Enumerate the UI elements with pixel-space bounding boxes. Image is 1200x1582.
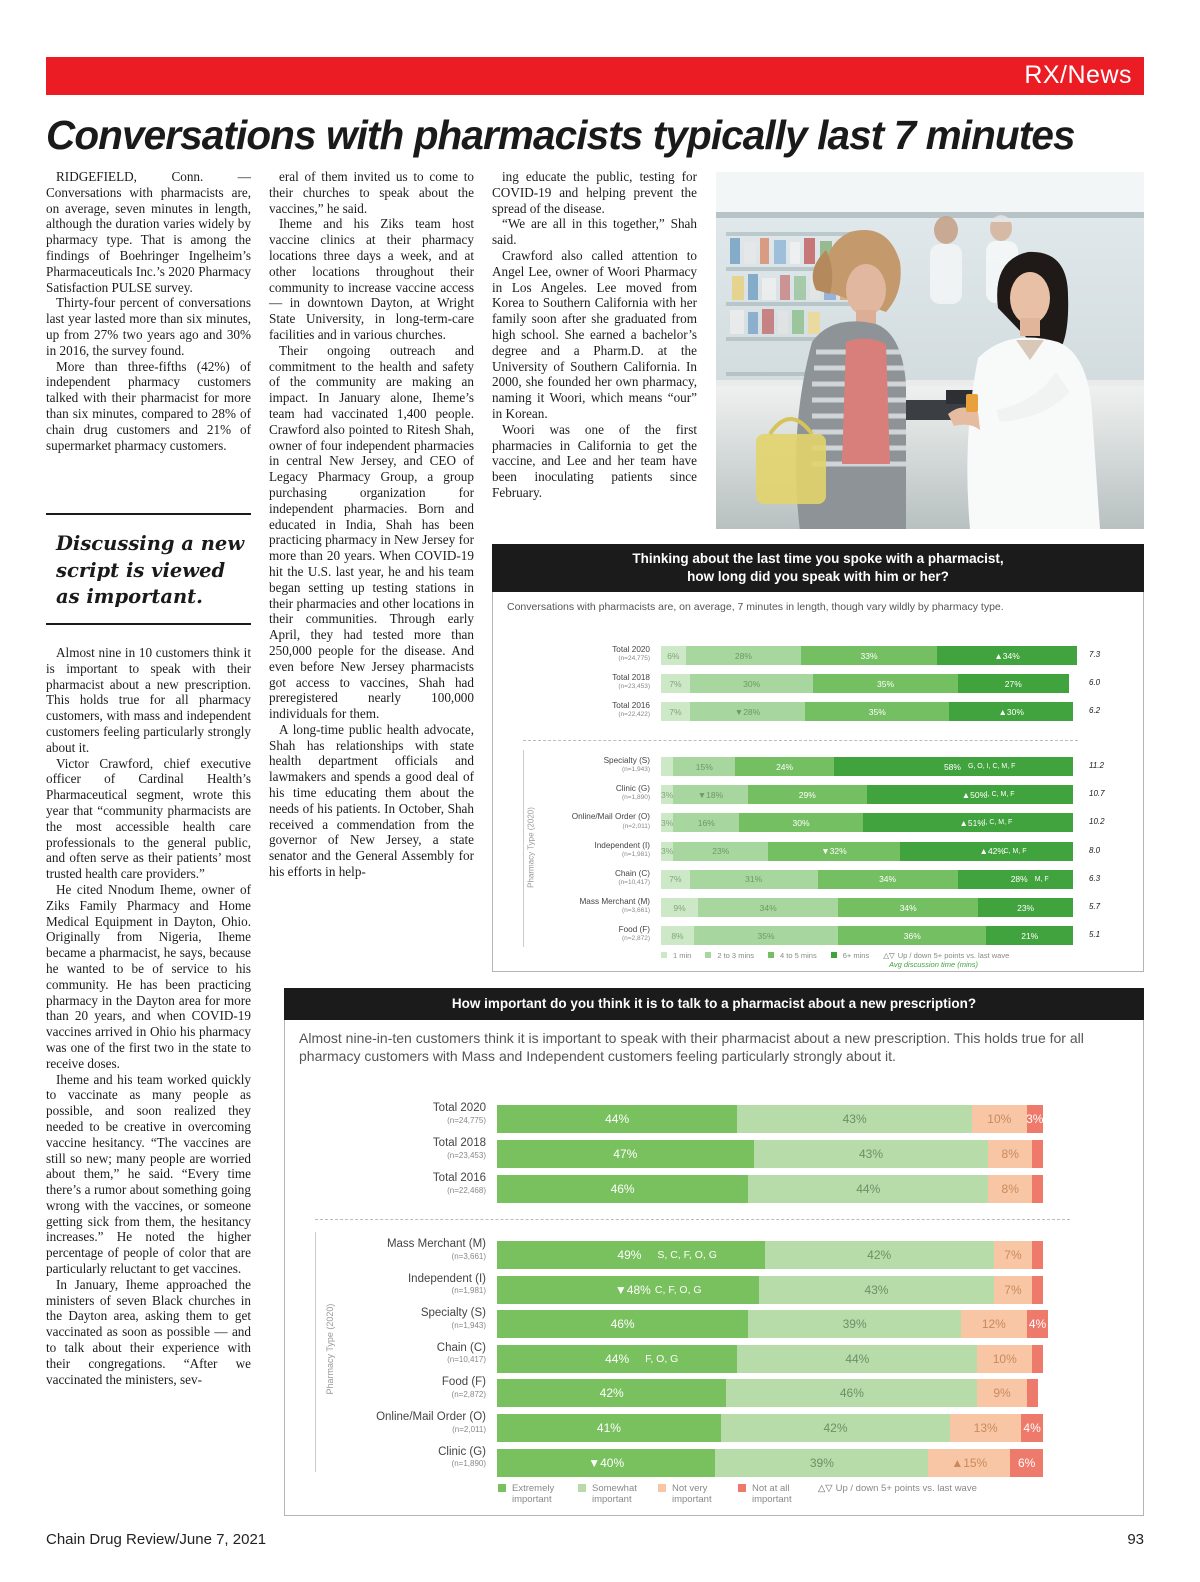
chart1-bar-segment: 23% — [978, 898, 1073, 917]
chart2-row-label: Clinic (G) (n=1,890) — [438, 1445, 486, 1469]
legend-swatch — [661, 952, 667, 958]
chart1-bar-segment: 34% — [698, 898, 838, 917]
chart2-bar-segment: 49% S, C, F, O, G — [497, 1241, 765, 1269]
chart1-title-line2: how long did you speak with him or her? — [687, 569, 949, 584]
chart1-bar-segment: ▼18% — [673, 785, 747, 804]
chart2-legend-item: Somewhat important — [578, 1483, 644, 1505]
chart2-bar-segment: 44% — [737, 1345, 977, 1373]
legend-swatch — [768, 952, 774, 958]
chart1-bar-segment: 21% — [986, 926, 1073, 945]
chart1-row-label: Specialty (S) (n=1,943) — [603, 756, 650, 774]
chart2-row-label: Total 2020 (n=24,775) — [432, 1102, 486, 1125]
chart2-legend-item: Not very important — [658, 1483, 724, 1505]
chart1-bar-segment: 30% — [739, 813, 863, 832]
article-column-3 — [492, 169, 697, 501]
chart2-bar-segment: 10% — [972, 1105, 1027, 1133]
chart1-bar-segment: 35% — [805, 702, 949, 721]
chart1-bar-segment: ▲50% I, C, M, F — [867, 785, 1073, 804]
chart2-row-label: Total 2018 (n=23,453) — [432, 1137, 486, 1160]
pharmacy-photo — [716, 172, 1144, 529]
chart2-bar-segment: 13% — [950, 1414, 1021, 1442]
legend-swatch — [658, 1484, 666, 1492]
chart1-bar-segment: 34% — [818, 870, 958, 889]
article-paragraph: ing educate the public, testing for COVID-19 and helping prevent the spread of the disease. — [492, 169, 697, 216]
chart1-header — [492, 544, 1144, 592]
chart1-bar-segment: 29% — [748, 785, 867, 804]
chart2-bar-segment — [1032, 1175, 1043, 1203]
up-down-triangle-icon: △▽ — [818, 1483, 833, 1494]
chart1-bar-segment: 35% — [694, 926, 838, 945]
legend-swatch — [498, 1484, 506, 1492]
chart2-bar-segment: 8% — [988, 1140, 1032, 1168]
chart1-bar-segment: 16% — [673, 813, 739, 832]
chart1-bar-segment: 3% — [661, 842, 673, 861]
chart2-bar-segment: 46% — [497, 1175, 748, 1203]
legend-swatch — [705, 952, 711, 958]
chart2-bar-segment: 12% — [961, 1310, 1027, 1338]
chart-prescription-importance — [284, 988, 1144, 1516]
chart2-group-divider — [315, 1219, 1070, 1220]
section-banner — [46, 57, 1144, 95]
chart1-title-line1: Thinking about the last time you spoke with a pharmacist, — [632, 551, 1004, 566]
chart2-bar-segment: 8% — [988, 1175, 1032, 1203]
chart2-legend-item: △▽ Up / down 5+ points vs. last wave — [818, 1483, 977, 1494]
chart2-row-label: Total 2016 (n=22,468) — [432, 1172, 486, 1195]
chart1-bar-segment: ▲30% — [949, 702, 1073, 721]
article-column-1-bottom — [46, 645, 251, 1387]
chart1-avg-label: Avg discussion time (mins) — [889, 960, 979, 969]
chart2-row-label: Specialty (S) (n=1,943) — [420, 1307, 486, 1330]
chart2-bar-segment: 46% — [726, 1379, 977, 1407]
footer-publication: Chain Drug Review/June 7, 2021 — [46, 1531, 267, 1548]
chart1-avg-value: 8.0 — [1089, 845, 1101, 855]
chart1-row-label: Independent (I) (n=1,981) — [594, 840, 650, 858]
chart1-avg-value: 11.2 — [1089, 761, 1104, 770]
chart1-row-label: Mass Merchant (M) (n=3,661) — [579, 897, 650, 915]
chart1-group-divider — [523, 740, 1078, 741]
chart1-row-label: Online/Mail Order (O) (n=2,011) — [571, 812, 650, 830]
chart2-bar-segment: 43% — [737, 1105, 972, 1133]
article-paragraph: Iheme and his Ziks team host vaccine clinics at their pharmacy locations three days a week, and at other locations throughout their community to increase vaccine access — in downtown Dayton, at Wright State University, in long-term-care facilities and in various churches. — [269, 216, 474, 342]
chart2-row-label: Independent (I) (n=1,981) — [407, 1272, 486, 1296]
chart1-bar-segment: 7% — [661, 674, 690, 693]
article-paragraph: Woori was one of the first pharmacies in California to get the vaccine, and Lee and her team have been inoculating patients since February. — [492, 421, 697, 500]
chart2-header: How important do you think it is to talk to a pharmacist about a new prescription? — [284, 988, 1144, 1020]
chart1-row-label: Food (F) (n=2,872) — [618, 925, 650, 943]
chart2-bar-segment — [1032, 1241, 1043, 1269]
chart1-bar-segment: 30% — [690, 674, 814, 693]
page-number: 93 — [1127, 1531, 1144, 1548]
section-tag: RX/News — [1024, 61, 1132, 89]
chart2-bar-segment: ▲15% — [928, 1449, 1010, 1477]
article-paragraph: Iheme and his team worked quickly to vaccinate as many people as possible, and soon realized they needed to be creative in overcoming vaccine hesitancy. “The vaccines are still so new; many people are worried about them,” he said. “Every time there’s a rumor about something going wrong with the vaccines, or someone getting sick from them, the hesitancy increases.” He noted the higher percentage of people of color that are particularly reluctant to get vaccines. — [46, 1071, 251, 1277]
article-paragraph: Their ongoing outreach and commitment to the health and safety of the community are making an impact. In January alone, Iheme’s team had vaccinated 1,400 people. Crawford also pointed to Ritesh Shah, owner of four independent pharmacies in central New Jersey, and CEO of Legacy Pharmacy Group, a group purchasing organization for independent pharmacies. Born and educated in India, Shah has been practicing pharmacy in New Jersey for more than 20 years. When COVID-19 hit the U.S. last year, he and his team began setting up testing stations in their pharmacies and other locations in their communities. Through early April, they had tested more than 250,000 people for the disease. And even before New Jersey pharmacists got access to vaccines, Shah had preregistered nearly 100,000 individuals for them. — [269, 342, 474, 722]
article-column-1-top — [46, 169, 251, 453]
chart1-legend-item: △▽ Up / down 5+ points vs. last wave — [883, 951, 1010, 960]
article-paragraph: Victor Crawford, chief executive officer of Cardinal Health’s Pharmaceutical segment, wrote this year that “community pharmacists are the most accessible health care professionals to the general public, and often serve as their patients’ most trusted health care providers.” — [46, 755, 251, 882]
article-column-2 — [269, 169, 474, 880]
chart2-row-label: Food (F) (n=2,872) — [441, 1376, 486, 1399]
chart1-bar-segment: 9% — [661, 898, 698, 917]
chart1-row-label: Total 2018 (n=23,453) — [612, 673, 650, 691]
chart2-row-label: Chain (C) (n=10,417) — [436, 1341, 486, 1365]
chart2-bar-segment: 4% — [1027, 1310, 1049, 1338]
headline: Conversations with pharmacists typically last 7 minutes — [46, 112, 1075, 158]
chart2-bar-segment: 4% — [1021, 1414, 1043, 1442]
chart2-bar-segment: 3% — [1027, 1105, 1043, 1133]
chart2-bar-segment — [1032, 1276, 1043, 1304]
chart2-bar-segment: 9% — [977, 1379, 1026, 1407]
article-paragraph: In January, Iheme approached the ministers of seven Black churches in the Dayton area, asking them to get vaccinated as soon as possible — and to talk about their experience with their congregations. “After we vaccinated the ministers, sev- — [46, 1276, 251, 1387]
chart1-row-label: Total 2016 (n=22,422) — [612, 701, 650, 719]
chart2-axis-label: Pharmacy Type (2020) — [325, 1303, 335, 1395]
chart2-legend — [498, 1483, 977, 1505]
article-paragraph: Thirty-four percent of conversations last year lasted more than six minutes, up from 27% two years ago and 30% in 2016, the survey found. — [46, 295, 251, 358]
chart1-legend-item: 2 to 3 mins — [705, 951, 754, 960]
chart2-bar-segment — [1032, 1140, 1043, 1168]
chart2-bar-segment: 44% — [497, 1105, 737, 1133]
chart2-bar-segment: ▼48% C, F, O, G — [497, 1276, 759, 1304]
chart1-bar-segment: 8% — [661, 926, 694, 945]
chart2-bar-segment: 7% — [994, 1241, 1032, 1269]
chart1-bar-segment: ▼32% — [768, 842, 900, 861]
chart1-bar-segment: 35% — [813, 674, 957, 693]
chart2-bar-segment: 41% — [497, 1414, 721, 1442]
chart1-bar-segment: 6% — [661, 646, 686, 665]
chart2-bar-segment: 44% — [748, 1175, 988, 1203]
chart2-bar-segment: 39% — [715, 1449, 928, 1477]
chart1-bar-segment: 15% — [673, 757, 735, 776]
chart2-row-label: Online/Mail Order (O) (n=2,011) — [376, 1411, 486, 1434]
chart2-row-label: Mass Merchant (M) (n=3,661) — [386, 1238, 486, 1261]
chart1-bar-segment: 3% — [661, 813, 673, 832]
chart2-legend-item: Not at all important — [738, 1483, 804, 1505]
chart1-bar-segment: 31% — [690, 870, 818, 889]
chart1-bar-segment: 23% — [673, 842, 768, 861]
chart2-bar-segment — [1027, 1379, 1038, 1407]
chart1-legend-item: 6+ mins — [831, 951, 869, 960]
chart2-bar-segment: 42% — [721, 1414, 950, 1442]
chart2-bar-segment: 6% — [1010, 1449, 1043, 1477]
chart2-bar-segment: 7% — [994, 1276, 1032, 1304]
chart1-avg-value: 5.7 — [1089, 902, 1101, 911]
chart1-bar-segment: 7% — [661, 702, 690, 721]
chart2-bar-segment: ▼40% — [497, 1449, 715, 1477]
chart1-avg-value: 5.1 — [1089, 930, 1101, 940]
chart2-bar-segment: 42% — [497, 1379, 726, 1407]
chart1-bar-segment: 7% — [661, 870, 690, 889]
chart1-avg-value: 10.2 — [1089, 817, 1105, 827]
chart1-bar-segment: 24% — [735, 757, 834, 776]
chart1-avg-value: 6.2 — [1089, 706, 1101, 715]
chart1-avg-value: 10.7 — [1089, 789, 1105, 799]
chart1-bar-segment: ▲42% C, M, F — [900, 842, 1073, 861]
chart1-bar-segment: 3% — [661, 785, 673, 804]
chart1-bar-segment: 34% — [838, 898, 978, 917]
chart1-bar-segment — [661, 757, 673, 776]
chart2-legend-item: Extremely important — [498, 1483, 564, 1505]
chart1-bar-segment: 58% G, O, I, C, M, F — [834, 757, 1073, 776]
chart2-bar-segment: 42% — [765, 1241, 994, 1269]
article-paragraph: Almost nine in 10 customers think it is important to speak with their pharmacist about a new prescription. This holds true for all pharmacy customers, with mass and independent customers feeling particularly strongly about it. — [46, 645, 251, 755]
legend-swatch — [831, 952, 837, 958]
chart-conversation-length — [492, 544, 1144, 972]
article-paragraph: More than three-fifths (42%) of independent pharmacy customers talked with their pharmacist for more than six minutes, compared to 28% of chain drug customers and 21% of supermarket pharmacy customers. — [46, 358, 251, 453]
chart1-group-bracket — [523, 750, 524, 947]
chart1-bar-segment: 36% — [838, 926, 986, 945]
chart1-bar-segment: ▼28% — [690, 702, 805, 721]
chart1-row-label: Clinic (G) (n=1,890) — [615, 784, 650, 802]
chart1-row-label: Total 2020 (n=24,775) — [612, 645, 650, 663]
legend-swatch — [738, 1484, 746, 1492]
chart2-subtitle: Almost nine-in-ten customers think it is important to speak with their pharmacist about a new prescription. This holds true for all pharmacy customers with Mass and Independent customers feeling particularly strongly about it. — [299, 1030, 1084, 1064]
article-paragraph: RIDGEFIELD, Conn. — Conversations with pharmacists are, on average, seven minutes in length, although the duration varies widely by pharmacy type. That is among the findings of Boehringer Ingelheim’s Pharmaceuticals Inc.’s 2020 Pharmacy Satisfaction PULSE survey. — [46, 169, 251, 295]
chart1-legend — [661, 951, 1009, 960]
chart1-avg-value: 7.3 — [1089, 650, 1101, 659]
chart2-bar-segment: 47% — [497, 1140, 754, 1168]
chart1-bar-segment: 27% — [958, 674, 1069, 693]
chart1-axis-label: Pharmacy Type (2020) — [526, 807, 536, 888]
article-paragraph: Crawford also called attention to Angel Lee, owner of Woori Pharmacy in Los Angeles. Lee moved from Korea to Southern California with her family soon after she graduated from high school. She earned a bachelor’s degree and a Pharm.D. at the University of Southern California. In 2000, she founded her own pharmacy, naming it Woori, which means “our” in Korean. — [492, 247, 697, 421]
chart2-bar-segment: 46% — [497, 1310, 748, 1338]
chart2-bar-segment: 43% — [754, 1140, 989, 1168]
legend-swatch — [578, 1484, 586, 1492]
chart1-legend-item: 4 to 5 mins — [768, 951, 817, 960]
article-paragraph: A long-time public health advocate, Shah has relationships with state health department officials and lawmakers and spends a good deal of his time educating them about the needs of his patients. In October, Shah received a commendation from the governor of New Jersey, a state senator and the General Assembly for his efforts in help- — [269, 721, 474, 880]
chart2-bar-segment: 44% F, O, G — [497, 1345, 737, 1373]
article-paragraph: He cited Nnodum Iheme, owner of Ziks Family Pharmacy and Home Medical Equipment in Dayton, Ohio. Originally from Nigeria, Iheme became a pharmacist, he says, because he wanted to be of service to his community. He has been practicing pharmacy in the Dayton area for more than 20 years, and when COVID-19 vaccines arrived in Ohio his pharmacy was one of the first two in the state to receive doses. — [46, 881, 251, 1071]
chart1-legend-item: 1 min — [661, 951, 691, 960]
chart2-bar-segment — [1032, 1345, 1043, 1373]
chart1-bar-segment: 28% — [686, 646, 801, 665]
article-paragraph: eral of them invited us to come to their churches to speak about the vaccines,” he said. — [269, 169, 474, 216]
article-paragraph: “We are all in this together,” Shah said. — [492, 216, 697, 248]
chart1-bar-segment: 33% — [801, 646, 937, 665]
chart1-avg-value: 6.3 — [1089, 873, 1101, 883]
chart2-group-bracket — [315, 1232, 316, 1472]
chart1-avg-value: 6.0 — [1089, 678, 1101, 687]
pull-quote: Discussing a new script is viewed as important. — [46, 513, 251, 625]
chart2-bar-segment: 10% — [977, 1345, 1032, 1373]
chart1-bar-segment: ▲34% — [937, 646, 1077, 665]
up-down-triangle-icon: △▽ — [883, 951, 895, 960]
chart1-bar-segment: 28% M, F — [958, 870, 1073, 889]
chart2-bar-segment: 39% — [748, 1310, 961, 1338]
chart1-row-label: Chain (C) (n=10,417) — [614, 868, 650, 886]
chart2-bar-segment: 43% — [759, 1276, 994, 1304]
chart1-subtitle: Conversations with pharmacists are, on average, 7 minutes in length, though vary wildly by pharmacy type. — [507, 601, 1004, 613]
chart1-bar-segment: ▲51% I, C, M, F — [863, 813, 1073, 832]
